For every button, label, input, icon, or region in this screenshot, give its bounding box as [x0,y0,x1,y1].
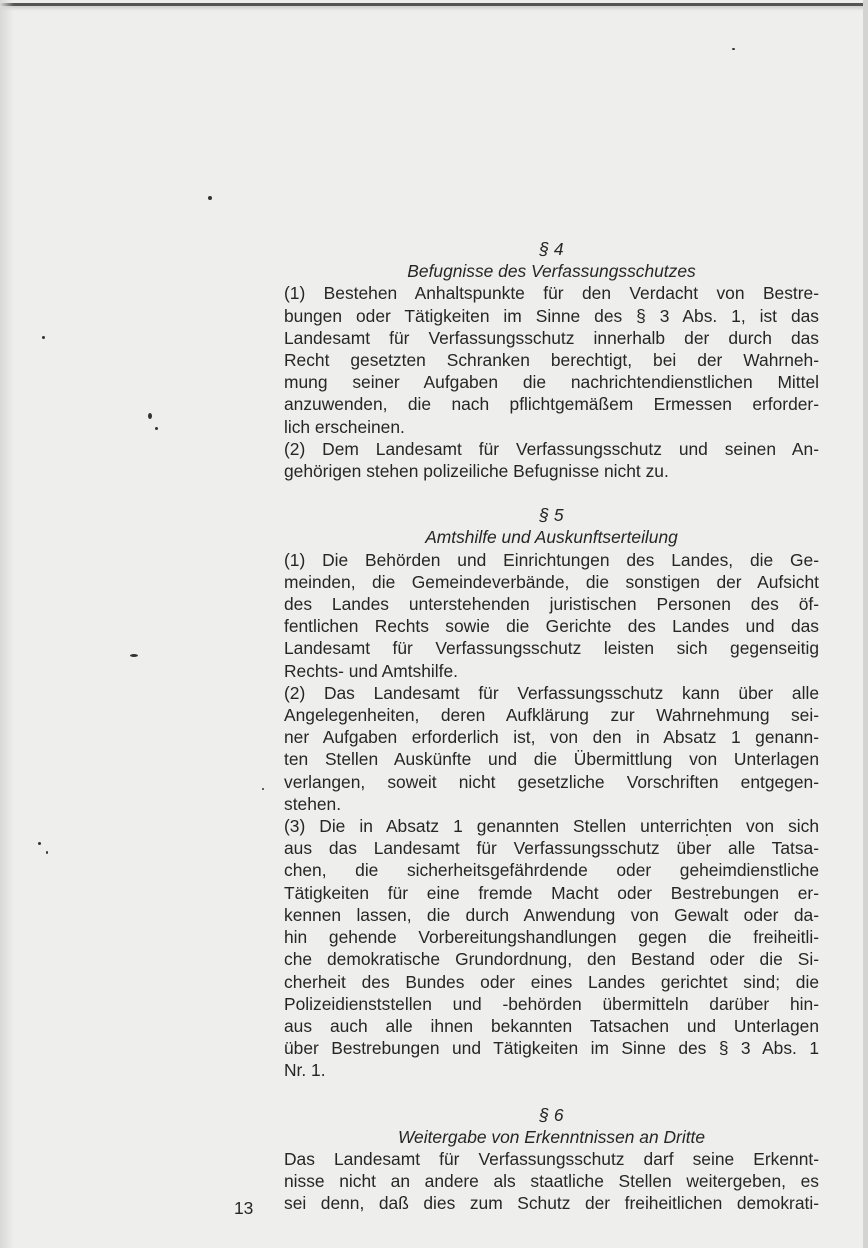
law-text [284,238,819,1215]
scan-speck [38,842,41,845]
section-number: § 4 [539,239,564,259]
text-line: kennen lassen, die durch Anwendung von Gewalt oder da- [284,904,819,925]
text-line: Polizeidienststellen und -behörden übermitteln darüber hin- [284,993,819,1014]
text-line: Tätigkeiten für eine fremde Macht oder Bestrebungen er- [284,882,819,903]
page-number: 13 [234,1198,254,1218]
section-title: Amtshilfe und Auskunftserteilung [425,527,678,548]
section-number: § 6 [539,1104,564,1125]
text-line: chen, die sicherheitsgefährdende oder geheimdienstliche [284,860,819,881]
section-title: Weitergabe von Erkenntnissen an Dritte [397,1126,706,1147]
text-line: über Bestrebungen und Tätigkeiten im Sinne des § 3 Abs. 1 [284,1038,819,1059]
section-number: § 5 [539,505,564,526]
scan-speck [262,788,264,790]
text-line: Das Landesamt für Verfassungsschutz darf seine Erkennt- [284,1148,819,1169]
text-line: verlangen, soweit nicht gesetzliche Vorschriften entgegen- [284,771,819,792]
text-line: hin gehende Vorbereitungshandlungen gegen die freiheitli- [284,927,819,948]
text-line: (1) Die Behörden und Einrichtungen des Landes, die Ge- [284,549,819,570]
text-line: (2) Dem Landesamt für Verfassungsschutz und seinen An- [284,438,819,459]
text-line: Landesamt für Verfassungsschutz leisten sich gegenseitig [284,638,819,659]
text-line: meinden, die Gemeindeverbände, die sonstigen der Aufsicht [284,571,819,592]
text-line: nisse nicht an andere als staatliche Stellen weitergeben, es [284,1171,819,1192]
text-line: (3) Die in Absatz 1 genannten Stellen unterrichten von sich [284,816,819,837]
section-title: Befugnisse des Verfassungsschutzes [407,261,696,282]
section-5 [284,504,819,1081]
text-line: lich erscheinen. [284,416,405,437]
scan-speck [130,654,138,657]
text-line: Angelegenheiten, deren Aufklärung zur Wahrnehmung sei- [284,705,819,726]
text-line: (2) Das Landesamt für Verfassungsschutz kann über alle [284,682,819,703]
text-line: aus das Landesamt für Verfassungsschutz über alle Tatsa- [284,838,819,859]
scan-speck [42,336,45,339]
text-line: Nr. 1. [284,1060,326,1081]
left-edge-shade [0,0,14,1248]
scan-speck [155,427,158,430]
scan-speck [208,196,212,200]
scan-speck [732,48,735,50]
text-line: che demokratische Grundordnung, den Bestand oder die Si- [284,949,819,970]
text-line: Landesamt für Verfassungsschutz innerhalb der durch das [284,327,819,348]
text-line: fentlichen Rechts sowie die Gerichte des Landes und das [284,616,819,637]
text-line: stehen. [284,793,342,814]
section-6 [284,1104,819,1215]
text-line: cherheit des Bundes oder eines Landes gerichtet sind; die [284,971,819,992]
text-line: ten Stellen Auskünfte und die Übermittlung von Unterlagen [284,749,819,770]
text-line: anzuwenden, die nach pflichtgemäßem Ermessen erforder- [284,394,819,415]
top-edge-shadow [0,6,868,11]
text-line: Recht gesetzten Schranken berechtigt, bei der Wahrneh- [284,350,819,371]
text-line: Rechts- und Amtshilfe. [284,660,458,681]
text-line: bungen oder Tätigkeiten im Sinne des § 3 Abs. 1, ist das [284,305,819,326]
text-line: ner Aufgaben erforderlich ist, von den in Absatz 1 genann- [284,727,819,748]
right-edge-shade [863,0,868,1248]
text-line: (1) Bestehen Anhaltspunkte für den Verdacht von Bestre- [284,283,819,304]
text-line: mung seiner Aufgaben die nachrichtendienstlichen Mittel [284,372,819,393]
scan-speck [148,413,152,419]
scan-speck [46,851,48,854]
text-line: gehörigen stehen polizeiliche Befugnisse nicht zu. [284,461,669,482]
section-4 [284,238,819,482]
section-spacer [284,1082,819,1104]
text-line: sei denn, daß dies zum Schutz der freiheitlichen demokrati- [284,1193,819,1214]
section-spacer [284,482,819,504]
text-line: des Landes unterstehenden juristischen Personen des öf- [284,594,819,615]
text-line: aus auch alle ihnen bekannten Tatsachen und Unterlagen [284,1015,819,1036]
